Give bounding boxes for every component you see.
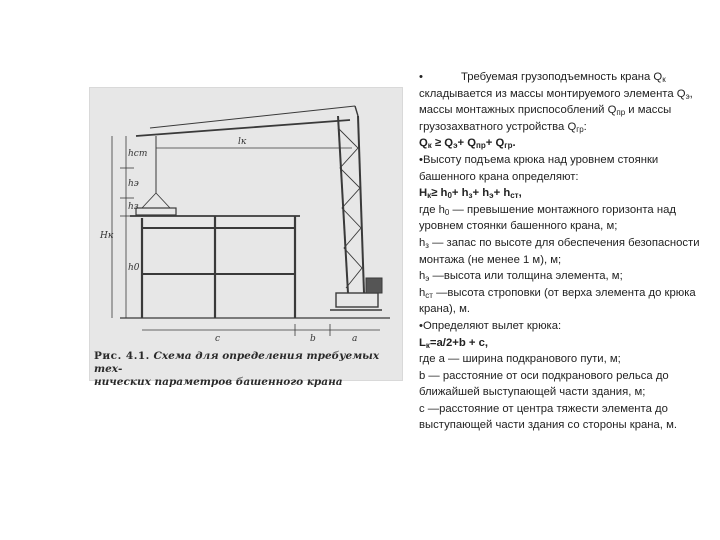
dim-label-he: hэ (128, 179, 139, 189)
crane-mast (338, 116, 348, 293)
bullet: • (419, 71, 423, 83)
definition-hz: $h_з$ — запас по высоте для обеспечения безопасности монтажа (не менее 1 м), м; (419, 236, 700, 266)
formula-hook-height: $H_к\ge h_0+ h_з+ h_э+ h_{ст}$, (419, 187, 522, 201)
load-element (136, 208, 176, 215)
figure-caption (94, 350, 398, 389)
figure-caption-line2: нических параметров башенного крана (94, 376, 343, 388)
sling (142, 193, 156, 208)
formula-hook-reach: $L_к=a/2+b + c$, (419, 336, 489, 350)
paragraph-hook-height: •Высоту подъема крюка над уровнем стоянки башенного крана определяют: (419, 153, 659, 183)
dim-label-b: b (310, 334, 316, 344)
dim-label-hstr: hст (128, 149, 148, 159)
counterweight (366, 278, 382, 293)
dim-label-a: a (352, 334, 358, 344)
crane-jib (136, 120, 350, 136)
dim-label-c: c (215, 334, 221, 344)
formula-load-capacity: $Q_к \ge Q_э+ Q_{пр}+ Q_{гр}$. (419, 137, 516, 151)
crane-head (355, 106, 358, 116)
slide-text (419, 69, 711, 434)
crane-base (336, 293, 378, 307)
crane-scheme-figure (90, 88, 402, 388)
dim-label-hk: Hк (100, 231, 114, 241)
figure-caption-line1: Схема для определения требуемых тех- (94, 350, 380, 375)
crane-jib-tie (150, 106, 355, 128)
definition-he: $h_э$ —высота или толщина элемента, м; (419, 270, 623, 284)
definition-b: b — расстояние от оси подкранового рельса до ближайшей выступающей части здания, м; (419, 369, 669, 399)
dim-label-h0: h0 (128, 263, 140, 273)
sling (156, 193, 170, 208)
definition-a: где а — ширина подкранового пути, м; (419, 353, 621, 366)
crane-scheme-drawing (90, 88, 402, 348)
definition-c: с —расстояние от центра тяжести элемента до выступающей части здания со стороны крана, м. (419, 402, 677, 432)
paragraph-load-capacity: • Требуемая грузоподъемность крана $Q_к$ складывается из массы монтируемого элемента $Q_э$, массы монтажных приспособлений $Q_{пр}$ и массы грузозахватного устройства $Q_{гр}$: (419, 71, 693, 134)
dim-label-hz: hз (128, 202, 139, 212)
definition-hst: $h_{ст}$ —высота строповки (от верха элемента до крюка крана), м. (419, 286, 696, 316)
paragraph-hook-reach: •Определяют вылет крюка: (419, 319, 562, 332)
figure-caption-label: Рис. 4.1. (94, 350, 150, 362)
definition-h0: где $h_0$ — превышение монтажного горизонта над уровнем стоянки башенного крана, м; (419, 203, 676, 233)
dim-label-lk: lк (238, 137, 247, 147)
